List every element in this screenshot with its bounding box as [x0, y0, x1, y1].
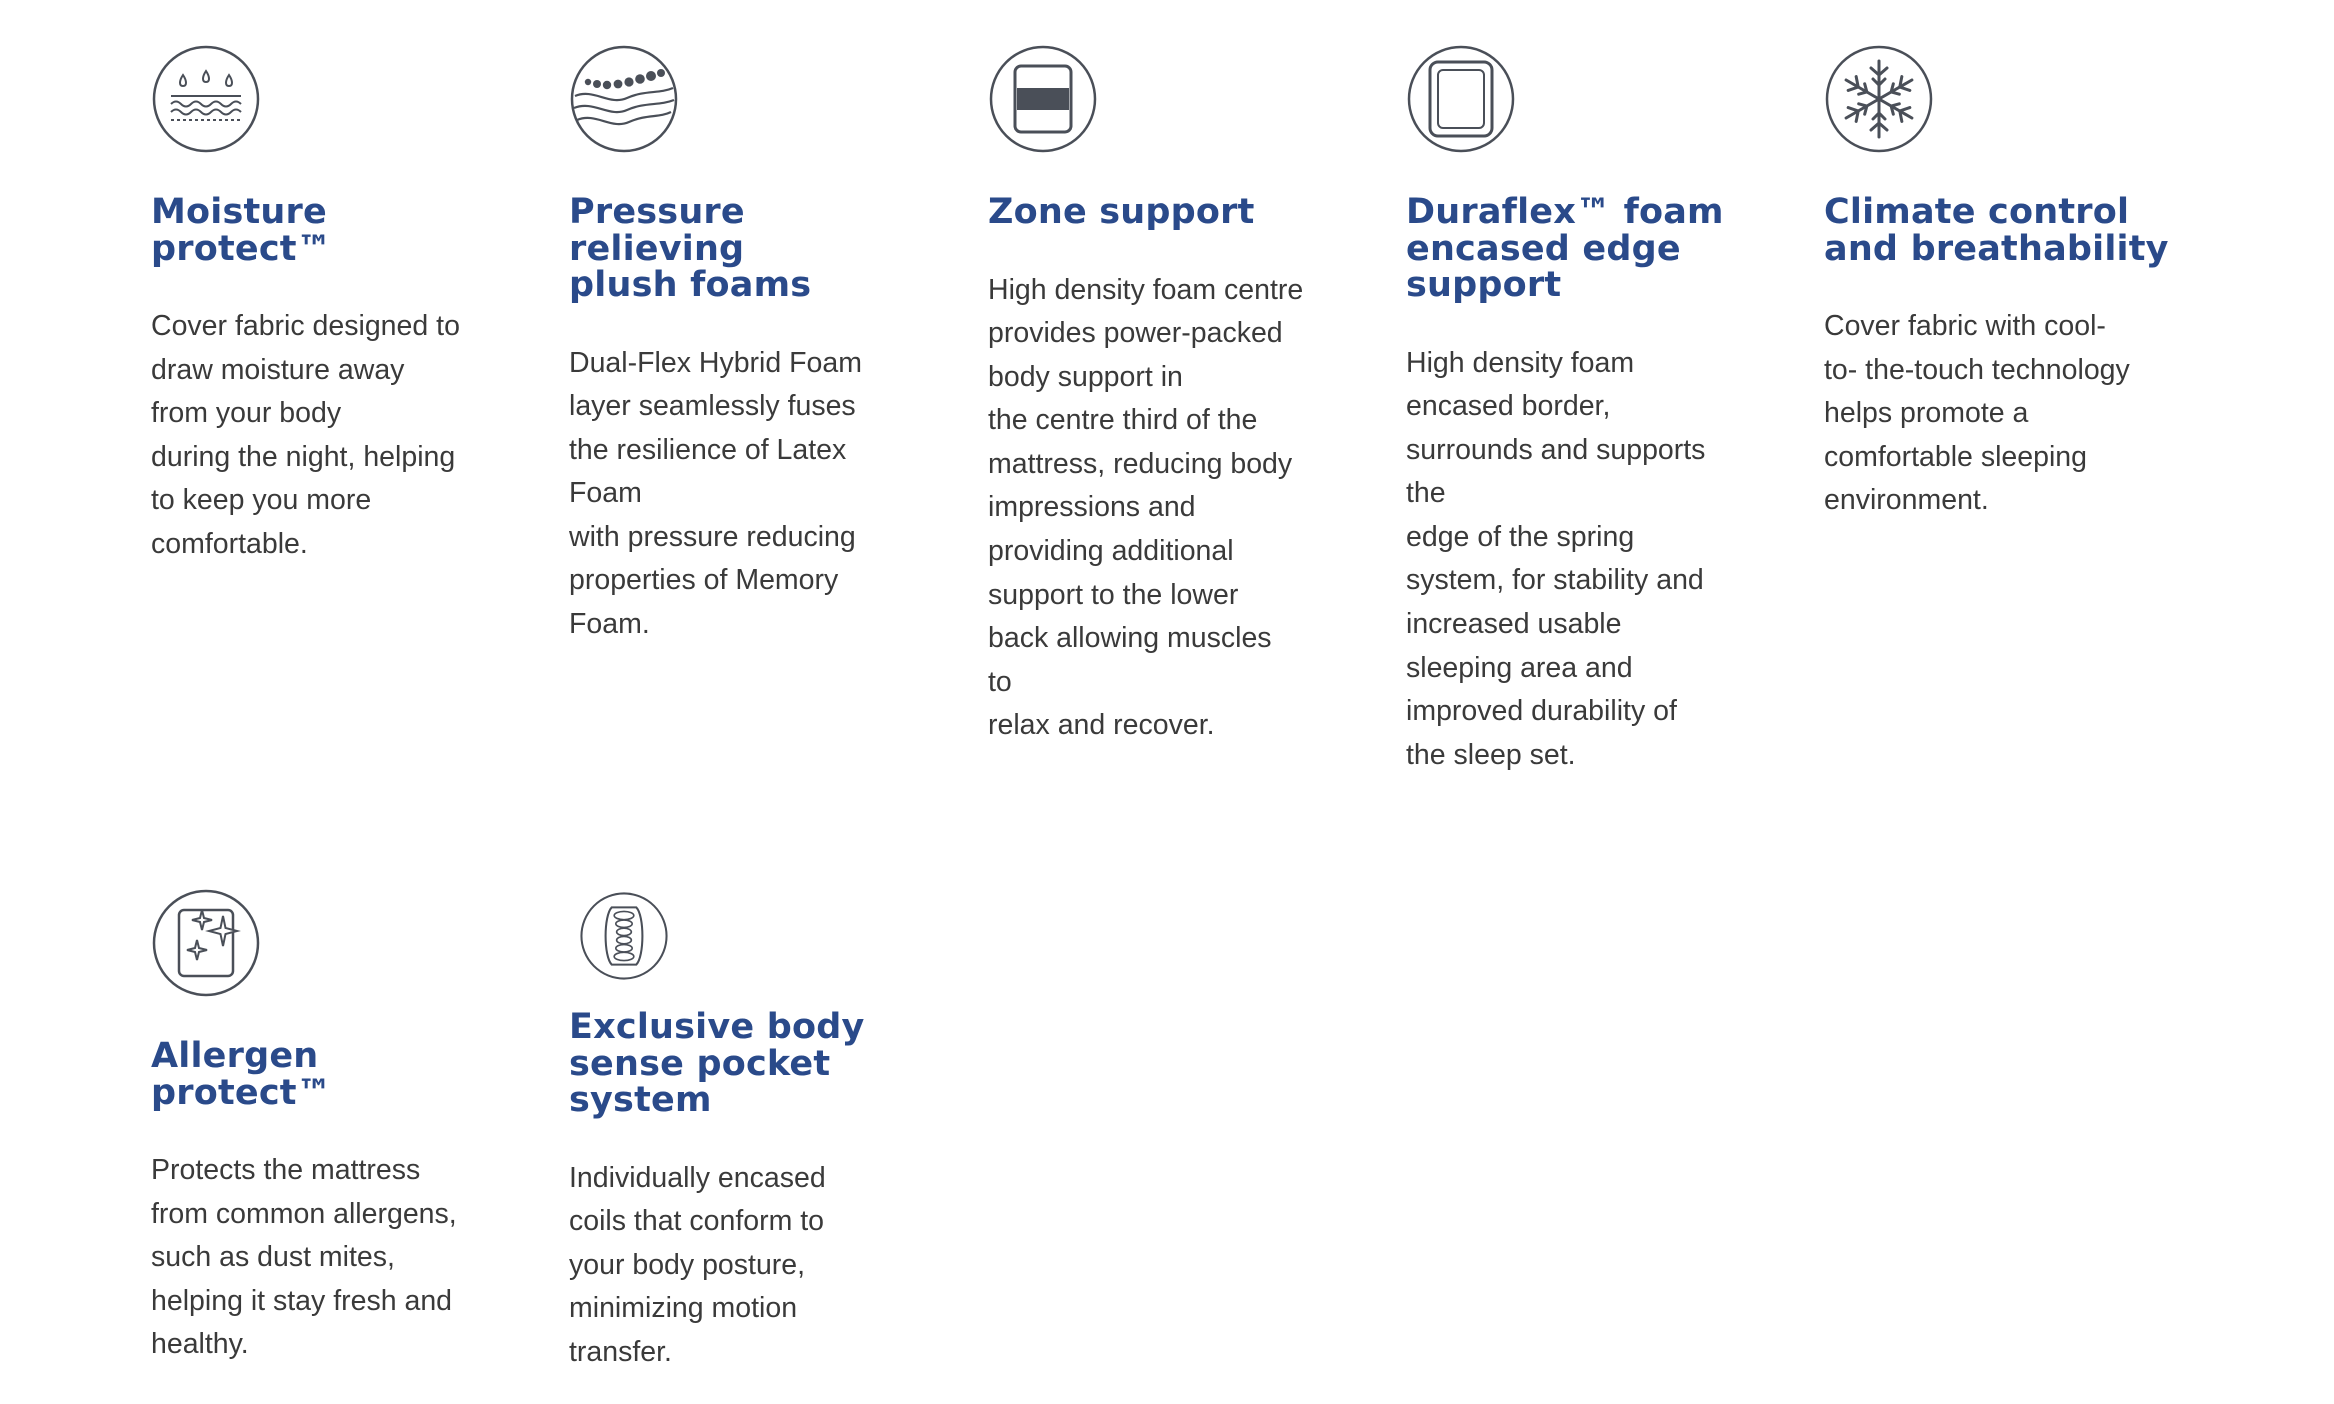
zone-support-icon	[988, 44, 1098, 154]
edge-support-icon	[1406, 44, 1516, 154]
water-drops-icon	[151, 44, 261, 154]
feature-body-sense-pocket	[569, 888, 914, 1374]
feature-climate-control	[1824, 44, 2169, 523]
feature-title: Moisture protect™	[151, 192, 332, 269]
feature-moisture-protect	[151, 44, 496, 567]
sparkle-icon	[151, 888, 261, 998]
feature-title: Allergen protect™	[151, 1036, 332, 1113]
pocket-coil-icon	[579, 891, 669, 981]
feature-title: Climate control and breathability	[1824, 192, 2169, 269]
feature-description: Cover fabric with cool- to- the-touch technology helps promote a comfortable sleeping environment.	[1824, 310, 2130, 517]
feature-description: High density foam encased border, surrounds and supports the edge of the spring system, for stability and increased usable sleeping area and improved durability of the sleep set.	[1406, 346, 1706, 771]
feature-zone-support	[988, 44, 1333, 748]
feature-description: High density foam centre provides power-packed body support in the centre third of the mattress, reducing body impressions and providing additional support to the lower back allowing muscles to relax and recover.	[988, 273, 1304, 742]
feature-title: Pressure relieving plush foams	[569, 192, 812, 305]
foam-layers-icon	[569, 44, 679, 154]
feature-description: Cover fabric designed to draw moisture away from your body during the night, helping to keep you more comfortable.	[151, 310, 460, 560]
snowflake-icon	[1824, 44, 1934, 154]
feature-allergen-protect	[151, 888, 496, 1367]
feature-pressure-relieving-foams	[569, 44, 914, 647]
feature-duraflex-edge-support	[1406, 44, 1751, 777]
feature-description: Dual-Flex Hybrid Foam layer seamlessly fuses the resilience of Latex Foam with pressure reducing properties of Memory Foam.	[569, 346, 862, 641]
feature-title: Exclusive body sense pocket system	[569, 1007, 865, 1120]
feature-description: Individually encased coils that conform to your body posture, minimizing motion transfer.	[569, 1161, 826, 1368]
feature-description: Protects the mattress from common allergens, such as dust mites, helping it stay fresh and healthy.	[151, 1154, 457, 1361]
feature-title: Duraflex™ foam encased edge support	[1406, 192, 1724, 305]
feature-title: Zone support	[988, 192, 1255, 232]
